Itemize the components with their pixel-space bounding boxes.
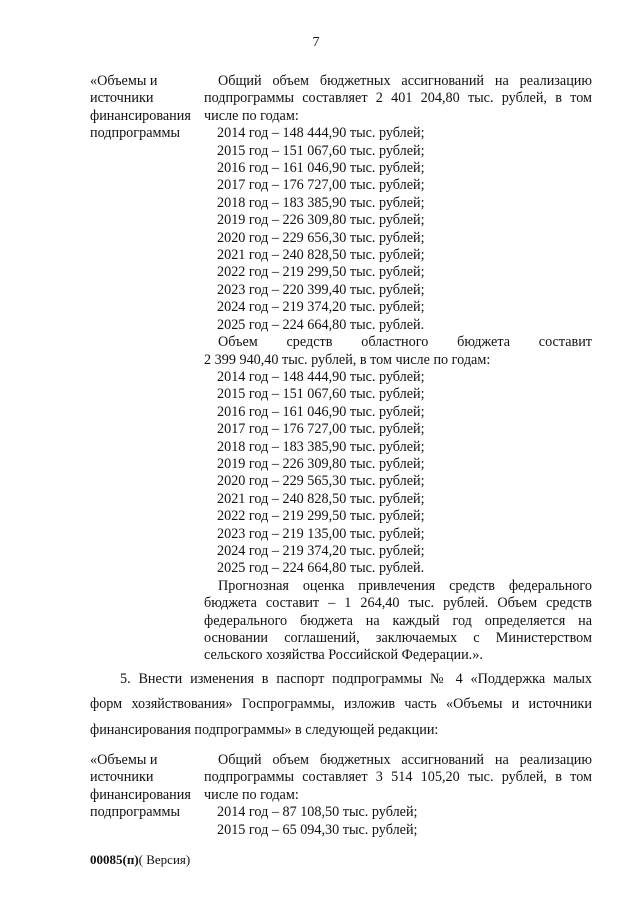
year-amount-line: 2015 год – 151 067,60 тыс. рублей; [217,386,425,403]
year-amount-line: 2021 год – 240 828,50 тыс. рублей; [217,490,425,507]
funding-label-column [90,73,202,143]
year-amount-line: 2014 год – 148 444,90 тыс. рублей; [217,125,425,142]
label-line: подпрограммы [90,125,180,142]
paragraph-line: форм хозяйствования» Госпрограммы, изложив часть «Объемы и источники [90,696,592,713]
year-amount-line: 2016 год – 161 046,90 тыс. рублей; [217,403,425,420]
year-amount-line: 2025 год – 224 664,80 тыс. рублей. [217,560,425,577]
federal-line: Прогнозная оценка привлечения средств федерального [218,577,592,594]
label-line: «Объемы и [90,73,158,89]
year-amount-line: 2014 год – 148 444,90 тыс. рублей; [217,368,425,385]
year-amount-line: 2022 год – 219 299,50 тыс. рублей; [217,508,425,525]
funding-label-column [90,752,202,822]
year-amount-line: 2023 год – 220 399,40 тыс. рублей; [217,281,425,298]
years-regional-list [204,369,592,578]
label-line: источники [90,90,154,107]
paragraph-line: 5. Внести изменения в паспорт подпрограммы № 4 «Поддержка малых [120,671,592,687]
intro-line: Общий объем бюджетных ассигнований на реализацию [218,73,592,89]
year-amount-line: 2015 год – 151 067,60 тыс. рублей; [217,142,425,159]
year-amount-line: 2018 год – 183 385,90 тыс. рублей; [217,438,425,455]
intro-line: Общий объем бюджетных ассигнований на реализацию [218,752,592,768]
federal-line: сельского хозяйства Российской Федерации.». [204,647,483,664]
year-amount-line: 2022 год – 219 299,50 тыс. рублей; [217,264,425,281]
page-number: 7 [312,35,320,50]
label-line: источники [90,769,154,786]
document-version: ( Версия) [138,852,191,867]
intro-line: подпрограммы составляет 2 401 204,80 тыс. рублей, в том [204,90,592,107]
intro-line: подпрограммы составляет 3 514 105,20 тыс. рублей, в том [204,769,592,786]
paragraph-line: финансирования подпрограммы» в следующей редакции: [90,721,439,738]
year-amount-line: 2024 год – 219 374,20 тыс. рублей; [217,299,425,316]
years-total-list [204,804,592,839]
year-amount-line: 2023 год – 219 135,00 тыс. рублей; [217,525,425,542]
years-total-list [204,125,592,334]
year-amount-line: 2021 год – 240 828,50 тыс. рублей; [217,247,425,264]
funding-content-column [204,73,592,665]
label-line: финансирования [90,786,191,803]
paragraph-5 [90,667,592,743]
year-amount-line: 2025 год – 224 664,80 тыс. рублей. [217,316,425,333]
federal-line: бюджета составит – 1 264,40 тыс. рублей. Объем средств [204,595,592,612]
year-amount-line: 2014 год – 87 108,50 тыс. рублей; [217,804,418,821]
year-amount-line: 2016 год – 161 046,90 тыс. рублей; [217,160,425,177]
year-amount-line: 2017 год – 176 727,00 тыс. рублей; [217,177,425,194]
year-amount-line: 2015 год – 65 094,30 тыс. рублей; [217,821,418,838]
year-amount-line: 2018 год – 183 385,90 тыс. рублей; [217,194,425,211]
federal-line: федерального бюджета на каждый год определяется на [204,612,592,629]
year-amount-line: 2024 год – 219 374,20 тыс. рублей; [217,542,425,559]
document-code: 00085(п) [90,852,139,867]
year-amount-line: 2019 год – 226 309,80 тыс. рублей; [217,455,425,472]
label-line: «Объемы и [90,752,158,768]
federal-line: основании соглашений, заключаемых с Министерством [204,630,592,646]
year-amount-line: 2020 год – 229 565,30 тыс. рублей; [217,473,425,490]
label-line: финансирования [90,107,191,124]
document-footer [90,852,190,868]
year-amount-line: 2020 год – 229 656,30 тыс. рублей; [217,229,425,246]
intro-line: числе по годам: [204,786,299,803]
label-line: подпрограммы [90,804,180,821]
year-amount-line: 2019 год – 226 309,80 тыс. рублей; [217,212,425,229]
regional-line: Объем средств областного бюджета составит [218,334,592,351]
year-amount-line: 2017 год – 176 727,00 тыс. рублей; [217,421,425,438]
intro-line: числе по годам: [204,107,299,124]
funding-content-column [204,752,592,839]
regional-line: 2 399 940,40 тыс. рублей, в том числе по годам: [204,351,491,368]
